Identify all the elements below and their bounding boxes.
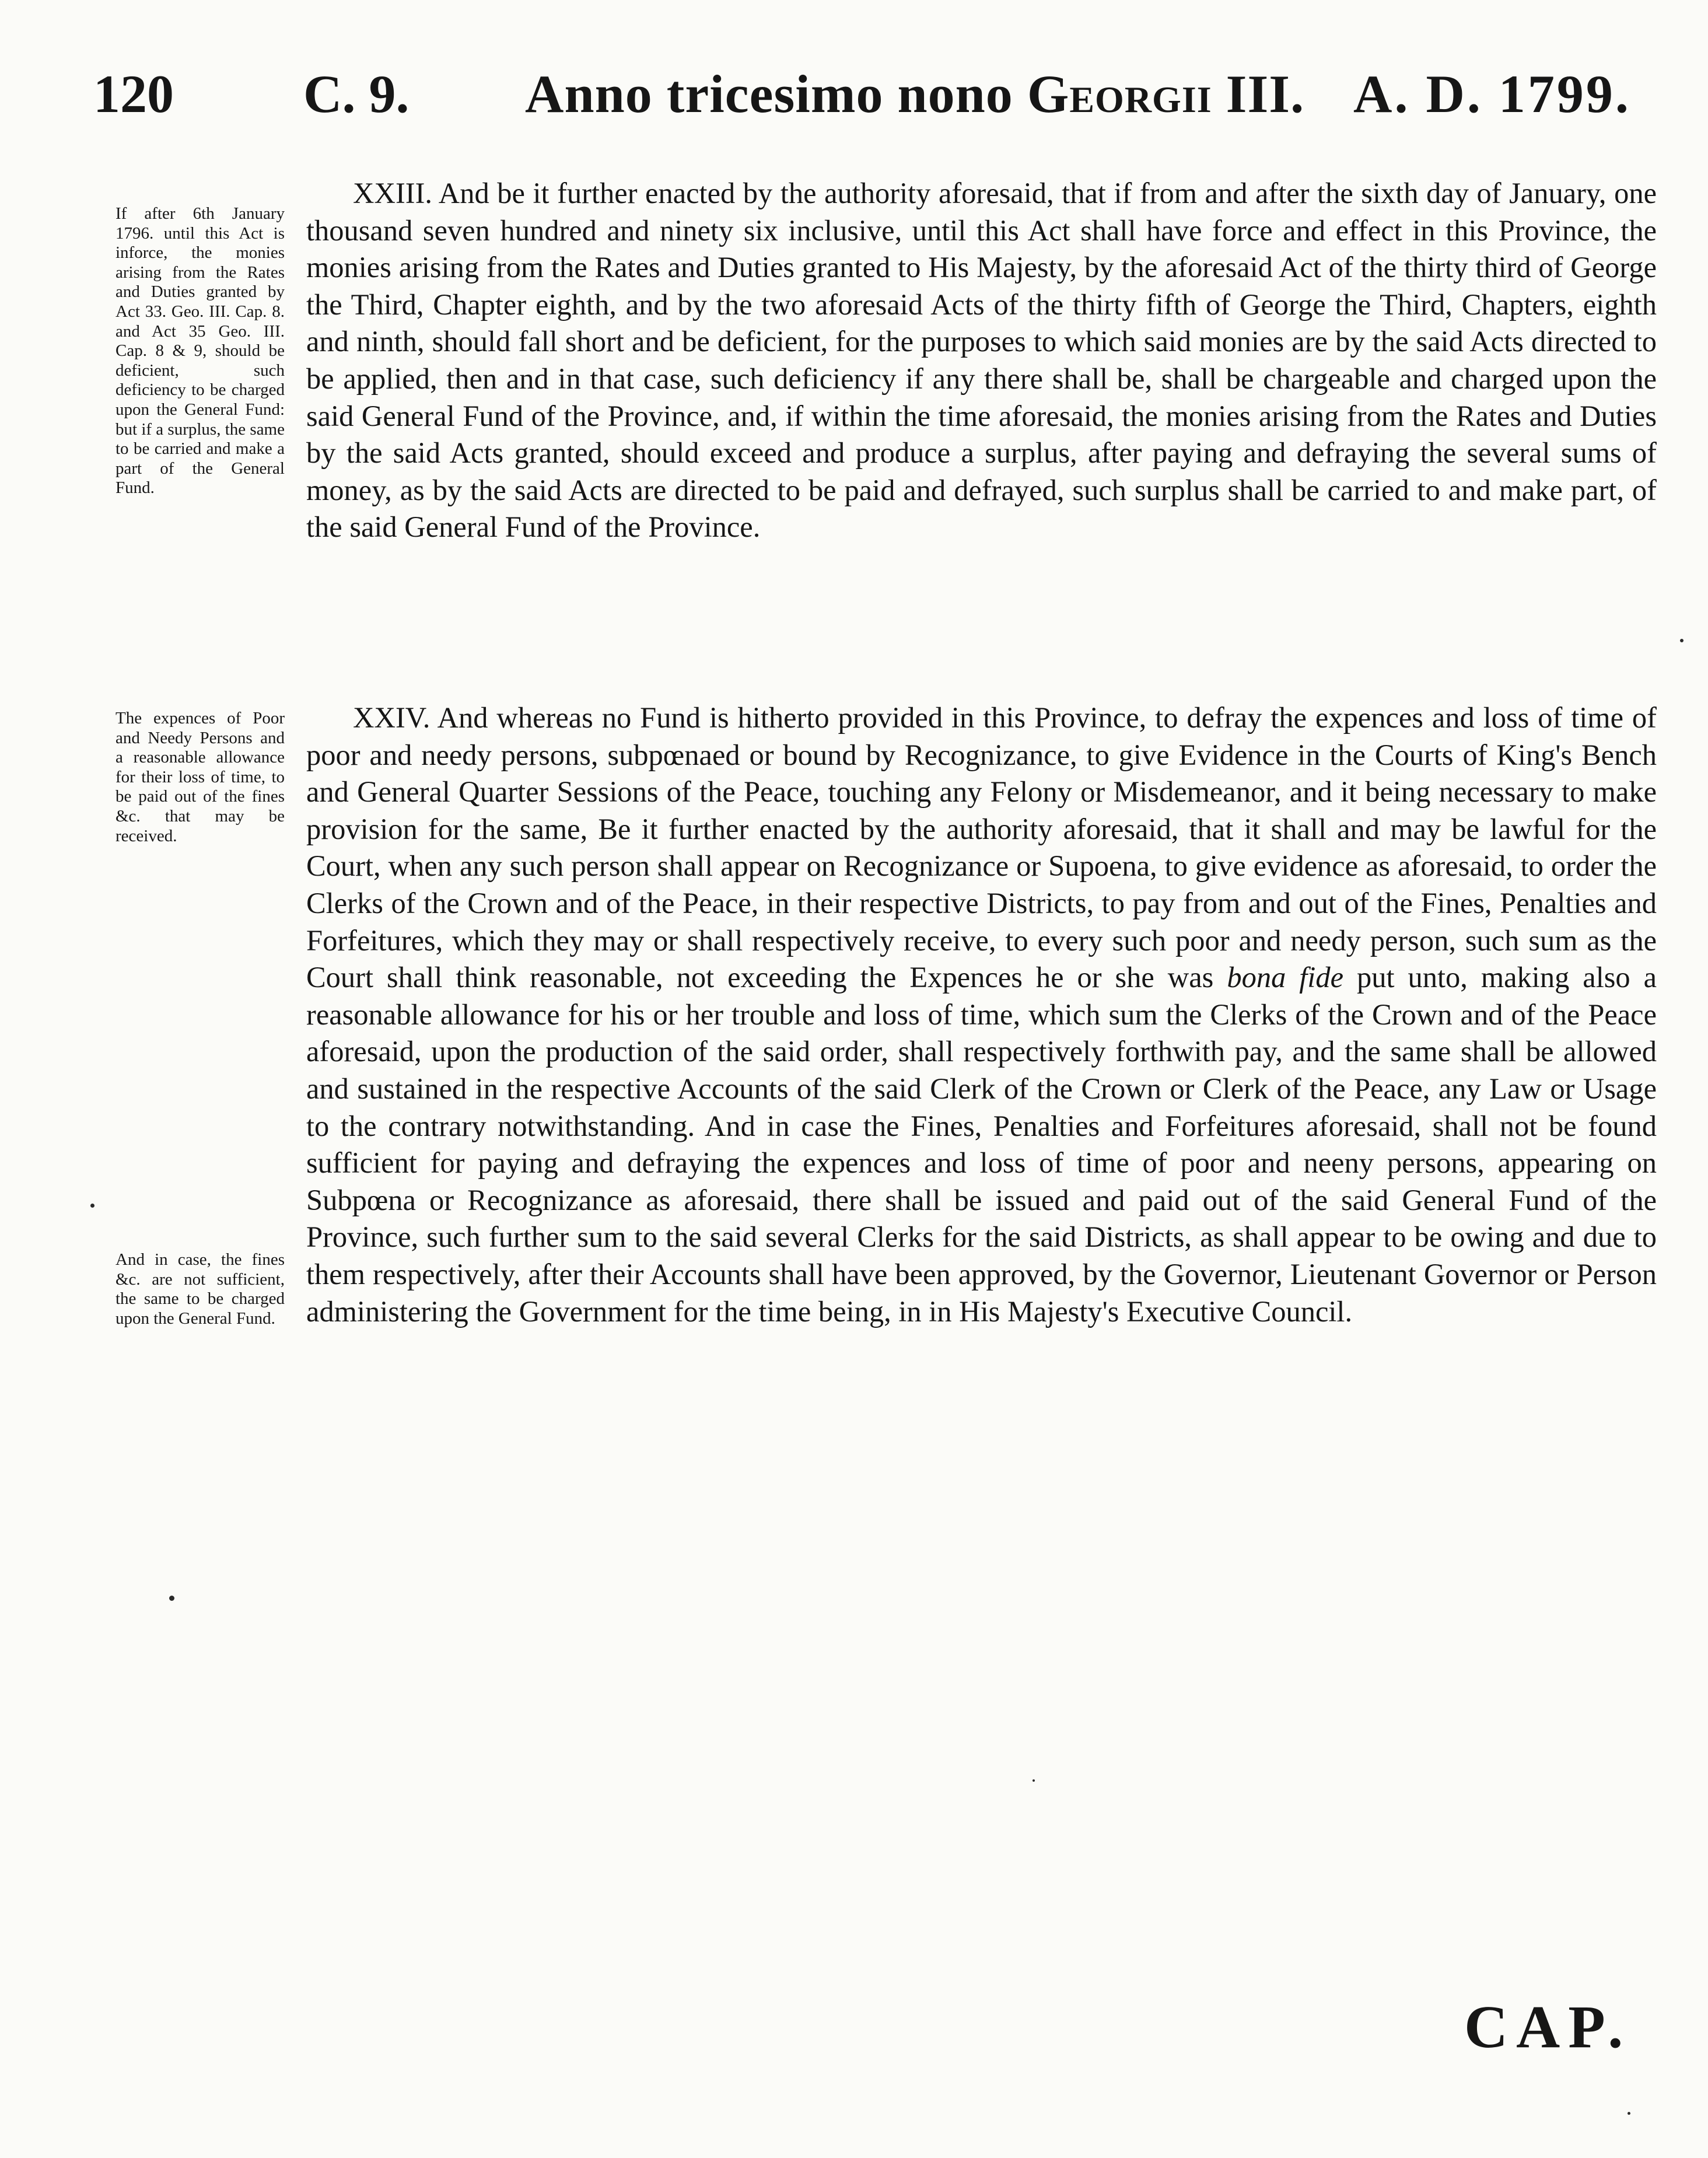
section-xxiii-text: XXIII. And be it further enacted by the authority aforesaid, that if from and after the sixth day of January, one thousand seven hundred and ninety six inclusive, until this Act shall have force and effect in this Province, the monies arising from the Rates and Duties granted to His Majesty, by the aforesaid Act of the thirty third of George the Third, Chapter eighth, and by the two aforesaid Acts of the thirty fifth of George the Third, Chapters, eighth and ninth, should fall short and be deficient, for the purposes to which said monies are by the said Acts directed to be applied, then and in that case, such deficiency if any there shall be, shall be chargeable and charged upon the said General Fund of the Province, and, if within the time aforesaid, the monies arising from the Rates and Duties by the said Acts granted, should exceed and produce a surplus, after paying and defraying the several sums of money, as by the said Acts are directed to be paid and defrayed, such surplus shall be carried to and make part, of the said General Fund of the Province. bbox=[306, 177, 1657, 544]
section-xxiv-italic: bona fide bbox=[1227, 961, 1344, 994]
chapter-number: C. 9. bbox=[303, 64, 410, 124]
section-xxiii bbox=[306, 175, 1657, 546]
section-xxiv-paragraph bbox=[306, 699, 1657, 1330]
catchword: CAP. bbox=[1464, 1993, 1632, 2061]
section-xxiv bbox=[306, 699, 1657, 1330]
margin-note-deficiency: If after 6th January 1796. until this Act is inforce, the monies arising from the Rates and Duties granted by Act 33. Geo. III. Cap. 8. and Act 35 Geo. III. Cap. 8 & 9, should be deficient, such deficiency to be charged upon the General Fund: but if a surplus, the same to be carried and make a part of the General Fund. bbox=[116, 204, 285, 498]
running-title-name: Georgii III. bbox=[1027, 64, 1305, 124]
year-heading: A. D. 1799. bbox=[1353, 64, 1631, 124]
running-title bbox=[525, 63, 1304, 133]
margin-note-insufficient-fines: And in case, the fines &c. are not sufficient, the same to be charged upon the General Fund. bbox=[116, 1250, 285, 1328]
page-number: 120 bbox=[93, 64, 174, 124]
scan-speck bbox=[90, 1204, 94, 1208]
scan-speck bbox=[1628, 2112, 1630, 2115]
scan-speck bbox=[169, 1596, 174, 1601]
scan-speck bbox=[1680, 639, 1684, 642]
running-title-prefix: Anno tricesimo nono bbox=[525, 64, 1013, 124]
section-xxiv-text-a: XXIV. And whereas no Fund is hitherto provided in this Province, to defray the expences and loss of time of poor and needy persons, subpœnaed or bound by Recognizance, to give Evidence in the Courts of King's Bench and General Quarter Sessions of the Peace, touching any Felony or Misdemeanor, and it being necessary to make provision for the same, Be it further enacted by the authority aforesaid, that it shall and may be lawful for the Court, when any such person shall appear on Recognizance or Supoena, to give evidence as aforesaid, to order the Clerks of the Crown and of the Peace, in their respective Districts, to pay from and out of the Fines, Penalties and Forfeitures, which they may or shall respectively receive, to every such poor and needy person, such sum as the Court shall think reasonable, not exceeding the Expences he or she was bbox=[306, 701, 1657, 994]
section-xxiv-text-b: put unto, making also a reasonable allowance for his or her trouble and loss of time, which sum the Clerks of the Crown and of the Peace aforesaid, upon the production of the said order, shall respectively forthwith pay, and the same shall be allowed and sustained in the respective Accounts of the said Clerk of the Crown or Clerk of the Peace, any Law or Usage to the contrary notwithstanding. And in case the Fines, Penalties and Forfeitures aforesaid, shall not be found sufficient for paying and defraying the expences and loss of time of poor and neeny persons, appearing on Subpœna or Recognizance as aforesaid, there shall be issued and paid out of the said General Fund of the Province, such further sum to the said several Clerks for the said Districts, as shall appear to be owing and due to them respectively, after their Accounts shall have been approved, by the Governor, Lieutenant Governor or Person administering the Government for the time being, in in His Majesty's Executive Council. bbox=[306, 961, 1657, 1328]
margin-note-poor-persons: The expences of Poor and Needy Persons and a reasonable allowance for their loss of time, to be paid out of the fines &c. that may be received. bbox=[116, 709, 285, 845]
scan-speck bbox=[1032, 1779, 1035, 1782]
